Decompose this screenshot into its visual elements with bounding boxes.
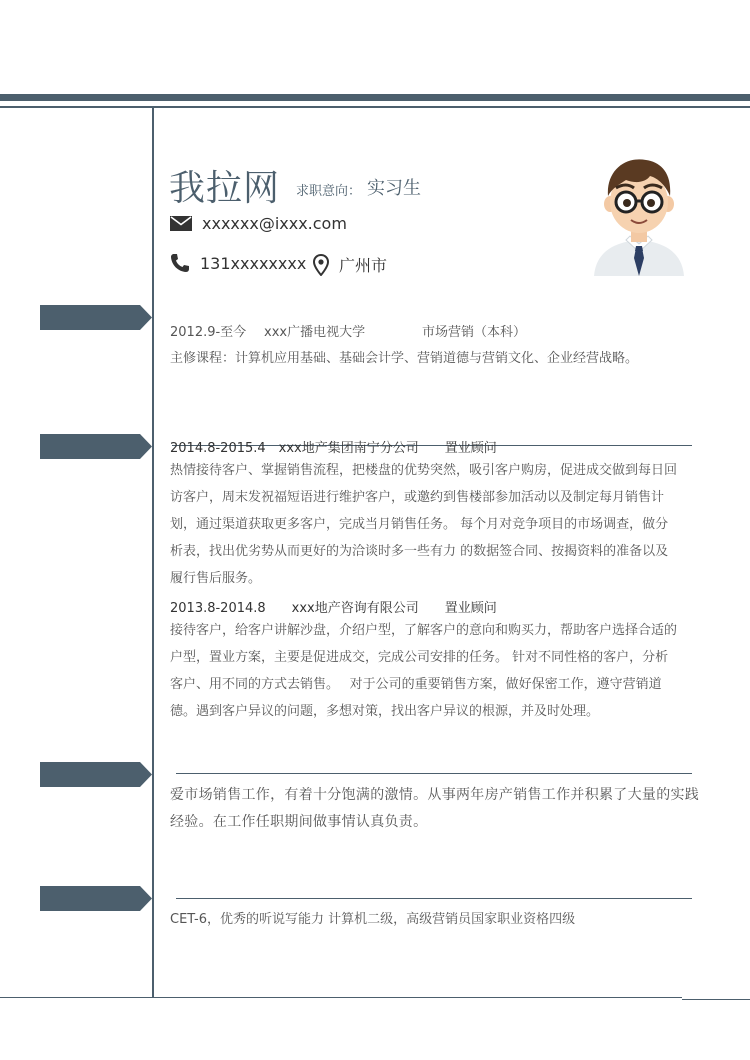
certificates-text: CET-6，优秀的听说写能力 计算机二级，高级营销员国家职业资格四级 [170,912,576,927]
work-entry-1-head: 2014.8-2015.4 xxx地产集团南宁分公司 置业顾问 [170,441,497,456]
education-major: 市场营销（本科） [422,325,527,340]
work-entry-2-body: 接待客户，给客户讲解沙盘，介绍户型，了解客户的意向和购买力，帮助客户选择合适的户型，置业方案，主要是促进成交，完成公司安排的任务。 针对不同性格的客户，分析客户、用不同的方式去销售。 对于公司的重要销售方案，做好保密工作，遵守营销道德。遇到客户异议的问题，多想对策，找出客户异议的根源，并及时处理。 [170,623,678,719]
certificate-section-marker [40,886,152,911]
bottom-decor-line-end [682,999,750,1000]
phone-icon [170,253,190,273]
timeline-vertical-line [152,106,154,998]
work-section-marker [40,434,152,459]
education-school: xxx广播电视大学 [264,325,366,340]
phone-row [170,253,306,273]
evaluation-section-marker [40,762,152,787]
applicant-name: 我拉网 [169,168,281,209]
location-text: 广州市 [339,256,388,275]
work-entry-2-head: 2013.8-2014.8 xxx地产咨询有限公司 置业顾问 [170,601,497,616]
location-row [313,253,387,276]
education-period: 2012.9-至今 [170,325,247,340]
top-decor-line [0,106,750,108]
email-text: xxxxxx@ixxx.com [202,214,347,233]
email-row [170,214,347,233]
education-row [170,320,526,346]
work-entry-1-body: 热情接待客户、掌握销售流程，把楼盘的优势突然，吸引客户购房，促进成交做到每日回访客户，周末发祝福短语进行维护客户，或邀约到售楼部参加活动以及制定每月销售计划，通过渠道获取更多客户，完成当月销售任务。 每个月对竞争项目的市场调查，做分析表，找出优劣势从而更好的为洽谈时多一些有力 的数据签合同、按揭资料的准备以及履行售后服务。 [170,463,678,586]
avatar [588,152,690,278]
job-intent-value: 实习生 [367,178,421,199]
certificate-section-divider [176,898,692,899]
self-evaluation-text: 爱市场销售工作，有着十分饱满的激情。从事两年房产销售工作并积累了大量的实践经验。在工作任职期间做事情认真负责。 [170,787,700,830]
location-pin-icon [313,254,329,276]
education-courses: 主修课程：计算机应用基础、基础会计学、营销道德与营销文化、企业经营战略。 [170,351,639,366]
bottom-decor-line [0,997,682,998]
top-decor-bar [0,94,750,101]
education-section-marker [40,305,152,330]
job-intent-label: 求职意向： [296,184,362,199]
envelope-icon [170,216,192,231]
evaluation-section-divider [176,773,692,774]
phone-text: 131xxxxxxxx [200,253,307,273]
